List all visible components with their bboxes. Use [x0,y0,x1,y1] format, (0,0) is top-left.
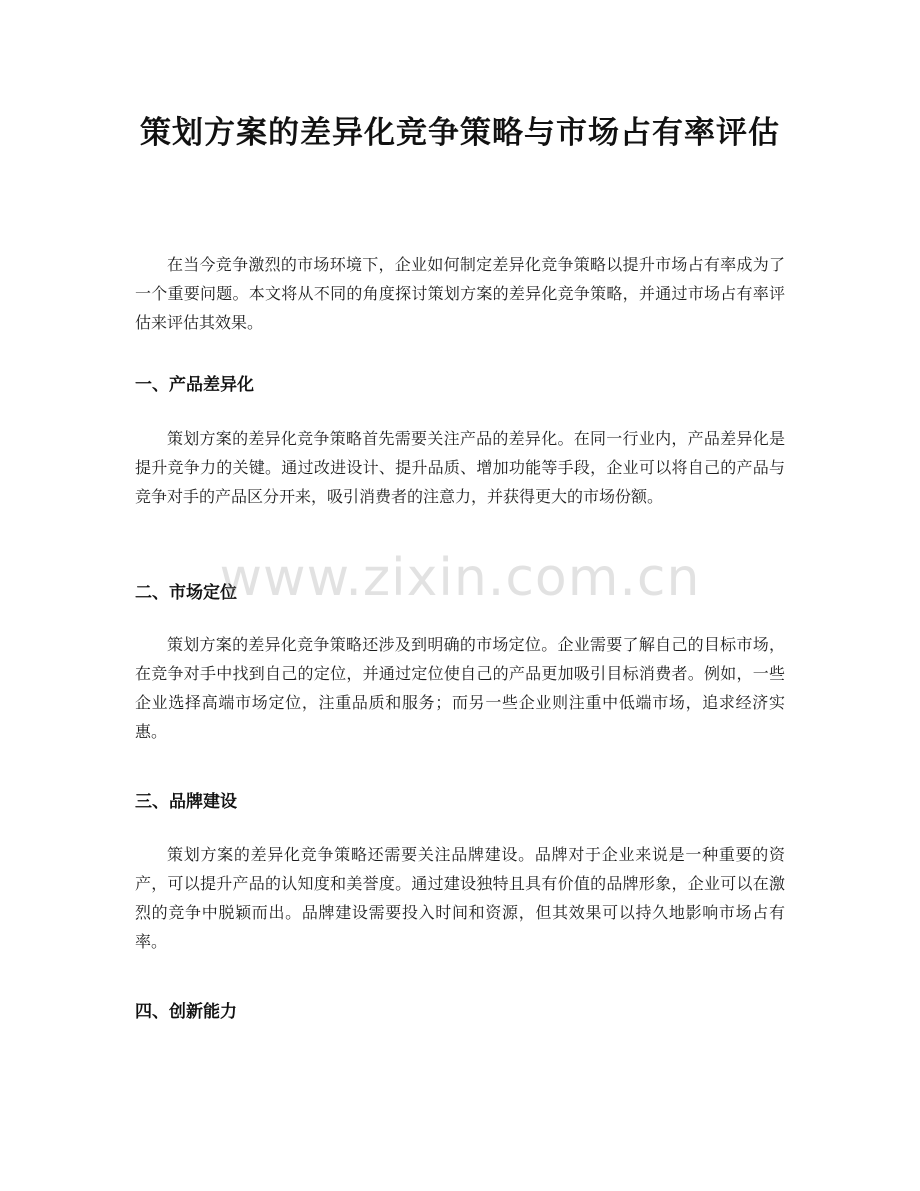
section-heading-brand-building: 三、品牌建设 [135,792,237,812]
section-body-product-differentiation: 策划方案的差异化竞争策略首先需要关注产品的差异化。在同一行业内，产品差异化是提升竞争力的关键。通过改进设计、提升品质、增加功能等手段，企业可以将自己的产品与竞争对手的产品区分开来，吸引消费者的注意力，并获得更大的市场份额。 [135,429,785,506]
section-heading-market-positioning: 二、市场定位 [135,583,237,603]
watermark-text: www.zixin.com.cn [219,548,701,608]
section-body-market-positioning: 策划方案的差异化竞争策略还涉及到明确的市场定位。企业需要了解自己的目标市场，在竞争对手中找到自己的定位，并通过定位使自己的产品更加吸引目标消费者。例如，一些企业选择高端市场定位，注重品质和服务；而另一些企业则注重中低端市场，追求经济实惠。 [135,635,785,741]
intro-paragraph: 在当今竞争激烈的市场环境下，企业如何制定差异化竞争策略以提升市场占有率成为了一个重要问题。本文将从不同的角度探讨策划方案的差异化竞争策略，并通过市场占有率评估来评估其效果。 [135,255,785,332]
section-body-brand-building: 策划方案的差异化竞争策略还需要关注品牌建设。品牌对于企业来说是一种重要的资产，可以提升产品的认知度和美誉度。通过建设独特且具有价值的品牌形象，企业可以在激烈的竞争中脱颖而出。品牌建设需要投入时间和资源，但其效果可以持久地影响市场占有率。 [135,845,785,951]
section-heading-product-differentiation: 一、产品差异化 [135,375,254,395]
section-heading-innovation-capability: 四、创新能力 [135,1002,237,1022]
document-title: 策划方案的差异化竞争策略与市场占有率评估 [140,115,780,151]
